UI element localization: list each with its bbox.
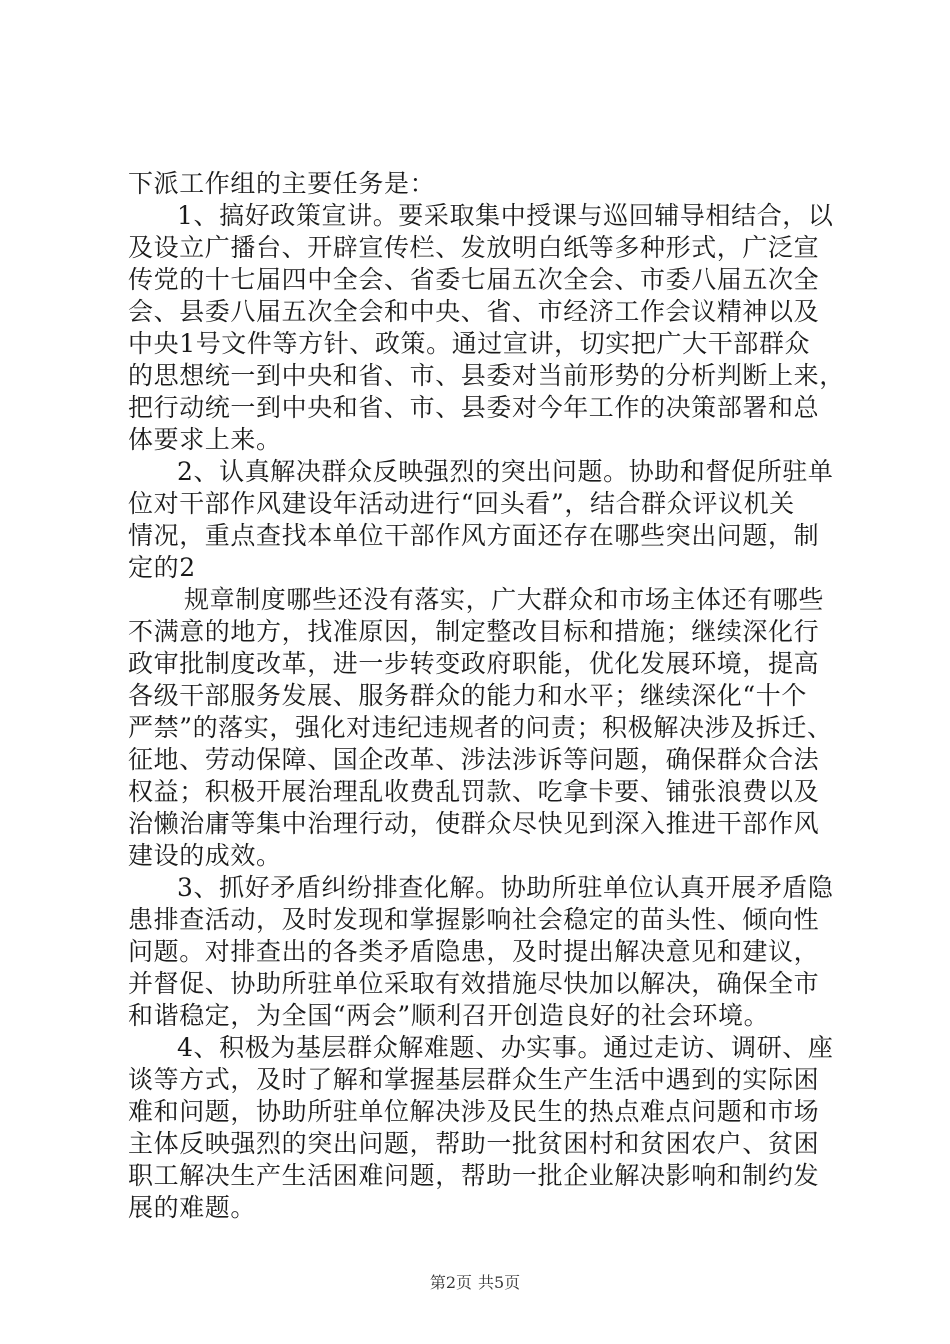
body-text-line: 职工解决生产生活困难问题，帮助一批企业解决影响和制约发	[128, 1161, 820, 1190]
body-text-line: 传党的十七届四中全会、省委七届五次全会、市委八届五次全	[128, 265, 820, 294]
body-text-line: 和谐稳定，为全国“两会”顺利召开创造良好的社会环境。	[128, 1001, 770, 1030]
continuation-paragraph-line: 规章制度哪些还没有落实，广大群众和市场主体还有哪些	[184, 585, 825, 614]
body-text-line: 权益；积极开展治理乱收费乱罚款、吃拿卡要、铺张浪费以及	[128, 777, 820, 806]
body-text-line: 政审批制度改革，进一步转变政府职能，优化发展环境，提高	[128, 649, 820, 678]
body-text-line: 难和问题，协助所驻单位解决涉及民生的热点难点问题和市场	[128, 1097, 820, 1126]
body-text-line: 患排查活动，及时发现和掌握影响社会稳定的苗头性、倾向性	[128, 905, 820, 934]
page-number: 第2页	[429, 1273, 472, 1292]
body-text-line: 会、县委八届五次全会和中央、省、市经济工作会议精神以及	[128, 297, 820, 326]
body-text-line: 主体反映强烈的突出问题，帮助一批贫困村和贫困农户、贫困	[128, 1129, 820, 1158]
body-text-line: 各级干部服务发展、服务群众的能力和水平；继续深化“十个	[128, 681, 807, 710]
page-total: 共5页	[478, 1273, 521, 1292]
page-footer	[0, 1273, 950, 1293]
body-text-line: 及设立广播台、开辟宣传栏、发放明白纸等多种形式，广泛宣	[128, 233, 820, 262]
body-text-line: 位对干部作风建设年活动进行“回头看”，结合群众评议机关	[128, 489, 795, 518]
body-text-line: 不满意的地方，找准原因，制定整改目标和措施；继续深化行	[128, 617, 820, 646]
body-text-line: 建设的成效。	[128, 841, 282, 870]
item-1-heading-line: 1、搞好政策宣讲。要采取集中授课与巡回辅导相结合，以	[177, 201, 834, 230]
body-text-line: 定的2	[128, 553, 196, 582]
body-text-line: 体要求上来。	[128, 425, 282, 454]
body-text-line: 并督促、协助所驻单位采取有效措施尽快加以解决，确保全市	[128, 969, 820, 998]
item-3-heading-line: 3、抓好矛盾纠纷排查化解。协助所驻单位认真开展矛盾隐	[177, 873, 834, 902]
document-body	[128, 168, 845, 1224]
body-text-line: 把行动统一到中央和省、市、县委对今年工作的决策部署和总	[128, 393, 820, 422]
item-4-heading-line: 4、积极为基层群众解难题、办实事。通过走访、调研、座	[177, 1033, 834, 1062]
intro-line: 下派工作组的主要任务是：	[128, 169, 436, 198]
body-text-line: 中央1号文件等方针、政策。通过宣讲，切实把广大干部群众	[128, 329, 811, 358]
body-text-line: 展的难题。	[128, 1193, 257, 1222]
body-text-line: 征地、劳动保障、国企改革、涉法涉诉等问题，确保群众合法	[128, 745, 820, 774]
body-text-line: 情况，重点查找本单位干部作风方面还存在哪些突出问题，制	[128, 521, 820, 550]
item-2-heading-line: 2、认真解决群众反映强烈的突出问题。协助和督促所驻单	[177, 457, 834, 486]
body-text-line: 问题。对排查出的各类矛盾隐患，及时提出解决意见和建议，	[128, 937, 820, 966]
body-text-line: 严禁”的落实，强化对违纪违规者的问责；积极解决涉及拆迁、	[128, 713, 833, 742]
body-text-line: 的思想统一到中央和省、市、县委对当前形势的分析判断上来，	[128, 361, 845, 390]
body-text-line: 谈等方式，及时了解和掌握基层群众生产生活中遇到的实际困	[128, 1065, 820, 1094]
body-text-line: 治懒治庸等集中治理行动，使群众尽快见到深入推进干部作风	[128, 809, 820, 838]
